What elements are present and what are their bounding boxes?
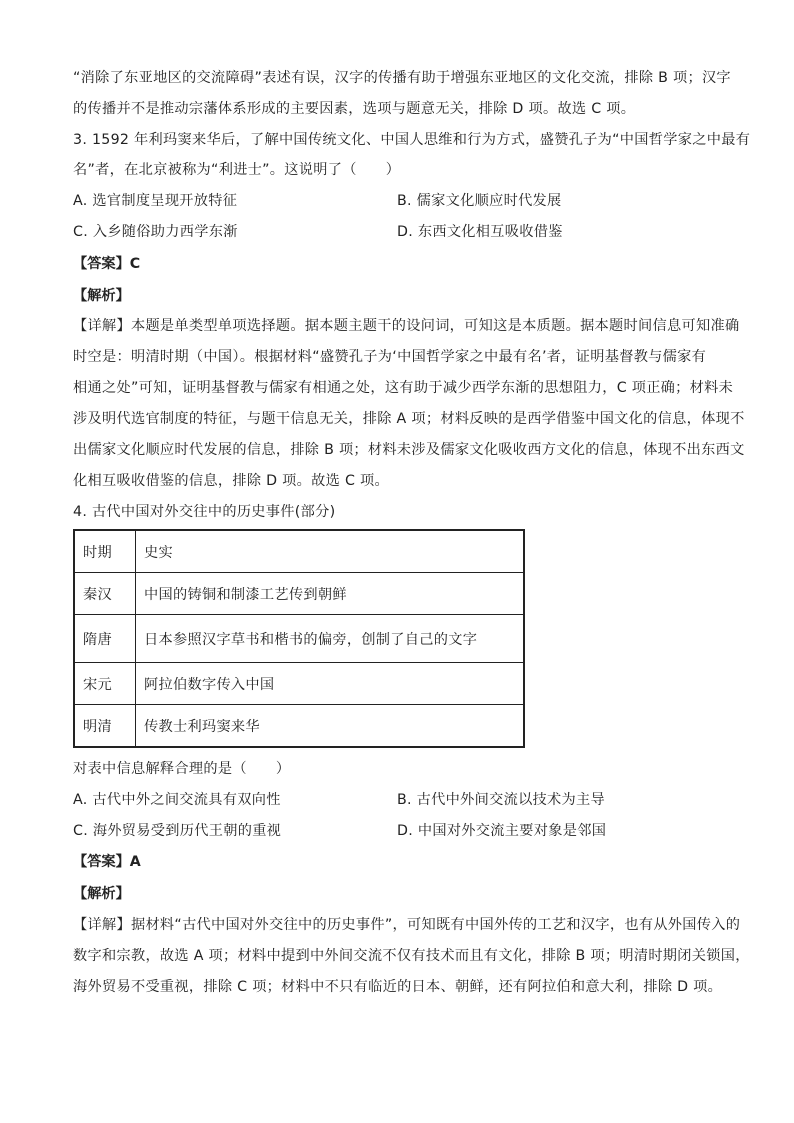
q4-option-d: D. 中国对外交流主要对象是邻国: [397, 823, 607, 839]
q3-analysis-label: 【解析】: [73, 288, 130, 304]
table-header-row: [74, 530, 524, 573]
table-cell-fact: 阿拉伯数字传入中国: [136, 663, 525, 705]
q3-detail-line: 时空是：明清时期（中国）。根据材料“盛赞孔子为‘中国哲学家之中最有名’者，证明基督教与儒家有: [73, 349, 707, 365]
q4-answer: 【答案】A: [73, 854, 141, 870]
q3-detail-line: 出儒家文化顺应时代发展的信息，排除 B 项；材料未涉及儒家文化吸收西方文化的信息，体现不出东西文: [73, 442, 745, 458]
q3-answer: 【答案】C: [73, 256, 141, 272]
q4-option-c: C. 海外贸易受到历代王朝的重视: [73, 823, 282, 839]
q4-option-a: A. 古代中外之间交流具有双向性: [73, 792, 281, 808]
table-header-cell: 时期: [74, 530, 136, 573]
q4-analysis-label: 【解析】: [73, 886, 130, 902]
question-4-stem: 4. 古代中国对外交往中的历史事件(部分): [73, 504, 336, 520]
table-cell-period: 明清: [74, 705, 136, 748]
question-3-stem: 3. 1592 年利玛窦来华后，了解中国传统文化、中国人思维和行为方式，盛赞孔子为“中国哲学家之中最有: [73, 132, 751, 148]
table-cell-period: 宋元: [74, 663, 136, 705]
table-cell-period: 隋唐: [74, 615, 136, 663]
table-cell-fact: 日本参照汉字草书和楷书的偏旁，创制了自己的文字: [136, 615, 525, 663]
question-3-stem: 名”者，在北京被称为“利进士”。这说明了（ ）: [73, 162, 401, 178]
q4-detail-line: 数字和宗教，故选 A 项；材料中提到中外间交流不仅有技术而且有文化，排除 B 项；明清时期闭关锁国，: [73, 948, 750, 964]
paragraph-line: “消除了东亚地区的交流障碍”表述有误，汉字的传播有助于增强东亚地区的文化交流，排除 B 项；汉字: [73, 70, 731, 86]
q3-option-c: C. 入乡随俗助力西学东渐: [73, 224, 238, 240]
paragraph-line: 的传播并不是推动宗藩体系形成的主要因素，选项与题意无关，排除 D 项。故选 C 项。: [73, 101, 636, 117]
history-table: [73, 529, 525, 748]
table-row: [74, 705, 524, 748]
table-row: [74, 663, 524, 705]
q4-detail-line: 海外贸易不受重视，排除 C 项；材料中不只有临近的日本、朝鲜，还有阿拉伯和意大利，排除 D 项。: [73, 979, 723, 995]
question-4-prompt: 对表中信息解释合理的是（ ）: [73, 761, 291, 777]
table-row: [74, 615, 524, 663]
q3-option-b: B. 儒家文化顺应时代发展: [397, 193, 562, 209]
table-cell-fact: 传教士利玛窦来华: [136, 705, 525, 748]
q4-option-b: B. 古代中外间交流以技术为主导: [397, 792, 605, 808]
q3-detail-line: 相通之处”可知，证明基督教与儒家有相通之处，这有助于减少西学东渐的思想阻力，C 项正确；材料未: [73, 380, 734, 396]
table-row: [74, 573, 524, 615]
q4-detail-line: 【详解】据材料“古代中国对外交往中的历史事件”，可知既有中国外传的工艺和汉字，也有从外国传入的: [73, 917, 741, 933]
q3-detail-line: 化相互吸收借鉴的信息，排除 D 项。故选 C 项。: [73, 473, 389, 489]
q3-detail-line: 【详解】本题是单类型单项选择题。据本题主题干的设问词，可知这是本质题。据本题时间信息可知准确: [73, 318, 740, 334]
table-cell-period: 秦汉: [74, 573, 136, 615]
table-header-cell: 史实: [136, 530, 525, 573]
q3-option-d: D. 东西文化相互吸收借鉴: [397, 224, 563, 240]
table-cell-fact: 中国的铸铜和制漆工艺传到朝鲜: [136, 573, 525, 615]
q3-detail-line: 涉及明代选官制度的特征，与题干信息无关，排除 A 项；材料反映的是西学借鉴中国文化的信息，体现不: [73, 411, 745, 427]
q3-option-a: A. 选官制度呈现开放特征: [73, 193, 238, 209]
